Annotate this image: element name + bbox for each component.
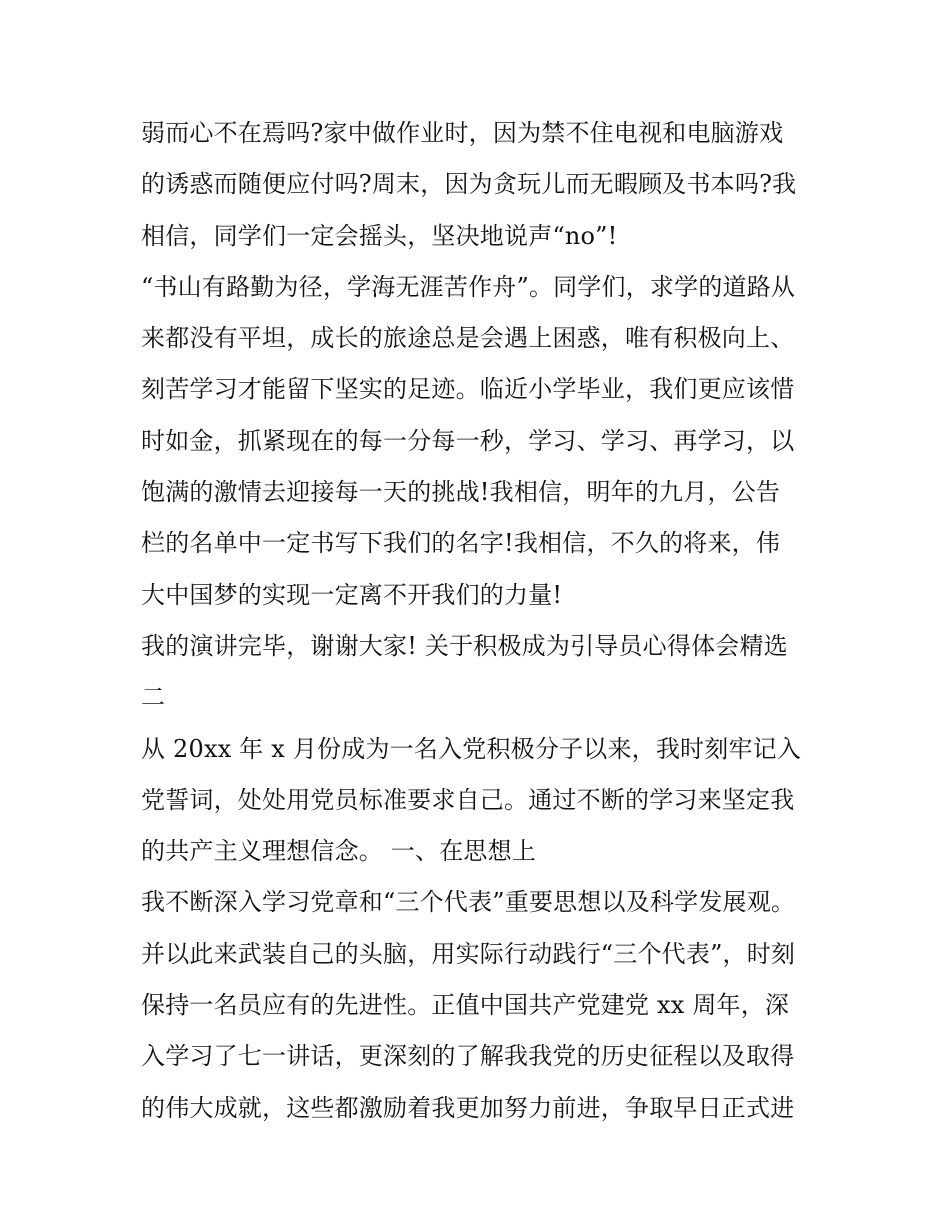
body-text xyxy=(141,108,821,1134)
text-line: 的伟大成就，这些都激励着我更加努力前进，争取早日正式进 xyxy=(141,1093,795,1122)
text-line: 保持一名员应有的先进性。正值中国共产党建党 xx 周年，深 xyxy=(141,991,790,1020)
text-line: 我不断深入学习党章和“三个代表”重要思想以及科学发展观。 xyxy=(141,888,796,917)
text-line: 弱而心不在焉吗?家中做作业时，因为禁不住电视和电脑游戏 xyxy=(141,119,784,147)
text-line: 栏的名单中一定书写下我们的名字!我相信，不久的将来，伟 xyxy=(141,529,781,558)
text-line: 并以此来武装自己的头脑，用实际行动践行“三个代表”，时刻 xyxy=(141,939,796,968)
text-line: 党誓词，处处用党员标准要求自己。通过不断的学习来坚定我 xyxy=(141,785,795,814)
text-line: “书山有路勤为径，学海无涯苦作舟”。同学们，求学的道路从 xyxy=(141,272,796,301)
text-line: 来都没有平坦，成长的旅途总是会遇上困惑，唯有积极向上、 xyxy=(141,324,795,353)
text-line: 入学习了七一讲话，更深刻的了解我我党的历史征程以及取得 xyxy=(141,1042,795,1071)
text-line: 我的演讲完毕，谢谢大家! 关于积极成为引导员心得体会精选 xyxy=(141,631,788,660)
text-line: 二 xyxy=(141,683,166,712)
text-line: 相信，同学们一定会摇头，坚决地说声“no”! xyxy=(141,221,618,250)
text-line: 的共产主义理想信念。 一、在思想上 xyxy=(141,837,537,866)
text-line: 从 20xx 年 x 月份成为一名入党积极分子以来，我时刻牢记入 xyxy=(141,734,802,763)
text-line: 的诱惑而随便应付吗?周末，因为贪玩儿而无暇顾及书本吗?我 xyxy=(141,170,797,199)
text-line: 大中国梦的实现一定离不开我们的力量! xyxy=(141,580,563,609)
text-line: 刻苦学习才能留下坚实的足迹。临近小学毕业，我们更应该惜 xyxy=(141,375,795,404)
text-line: 时如金，抓紧现在的每一分每一秒，学习、学习、再学习，以 xyxy=(141,426,795,455)
text-line: 饱满的激情去迎接每一天的挑战!我相信，明年的九月，公告 xyxy=(141,478,781,507)
